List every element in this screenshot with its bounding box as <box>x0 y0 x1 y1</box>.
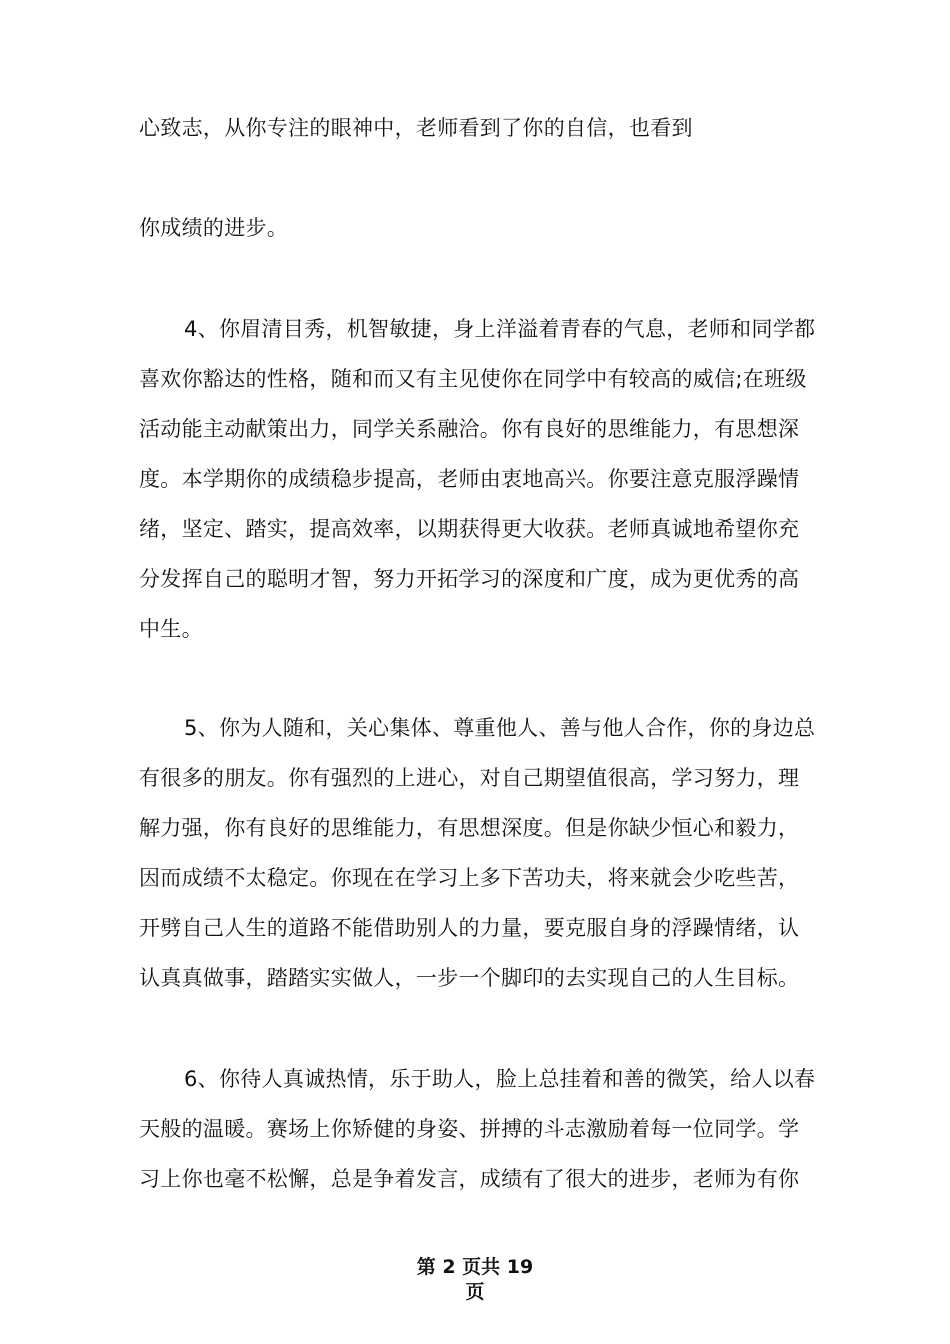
intro-line-2: 你成绩的进步。 <box>139 216 289 240</box>
paragraph-4-line-6: 分发挥自己的聪明才智，努力开拓学习的深度和广度，成为更优秀的高 <box>139 567 800 591</box>
paragraph-4-line-3: 活动能主动献策出力，同学关系融洽。你有良好的思维能力，有思想深 <box>139 417 800 441</box>
paragraph-4-line-7: 中生。 <box>139 617 203 641</box>
intro-line-1: 心致志，从你专注的眼神中，老师看到了你的自信，也看到 <box>139 116 693 140</box>
paragraph-4-line-4: 度。本学期你的成绩稳步提高，老师由衷地高兴。你要注意克服浮躁情 <box>139 467 800 491</box>
paragraph-5-line-4: 因而成绩不太稳定。你现在在学习上多下苦功夫，将来就会少吃些苦， <box>139 866 800 890</box>
paragraph-5-line-6: 认真真做事，踏踏实实做人，一步一个脚印的去实现自己的人生目标。 <box>139 966 800 990</box>
paragraph-5-line-2: 有很多的朋友。你有强烈的上进心，对自己期望值很高，学习努力，理 <box>139 766 800 790</box>
paragraph-4-line-1: 4、你眉清目秀，机智敏捷，身上洋溢着青春的气息，老师和同学都 <box>184 317 816 341</box>
page-number-line-1: 第 2 页共 19 <box>416 1256 534 1278</box>
paragraph-6-line-2: 天般的温暖。赛场上你矫健的身姿、拼搏的斗志激励着每一位同学。学 <box>139 1117 800 1141</box>
paragraph-5-line-5: 开劈自己人生的道路不能借助别人的力量，要克服自身的浮躁情绪，认 <box>139 916 800 940</box>
paragraph-6-line-1: 6、你待人真诚热情，乐于助人，脸上总挂着和善的微笑，给人以春 <box>184 1067 816 1091</box>
paragraph-5-line-3: 解力强，你有良好的思维能力，有思想深度。但是你缺少恒心和毅力， <box>139 816 800 840</box>
paragraph-4-line-5: 绪，坚定、踏实，提高效率，以期获得更大收获。老师真诚地希望你充 <box>139 517 800 541</box>
paragraph-4-line-2: 喜欢你豁达的性格，随和而又有主见使你在同学中有较高的威信;在班级 <box>139 367 807 391</box>
page-number-line-2: 页 <box>465 1281 485 1303</box>
paragraph-6-line-3: 习上你也毫不松懈，总是争着发言，成绩有了很大的进步，老师为有你 <box>139 1167 800 1191</box>
paragraph-5-line-1: 5、你为人随和，关心集体、尊重他人、善与他人合作，你的身边总 <box>184 716 816 740</box>
